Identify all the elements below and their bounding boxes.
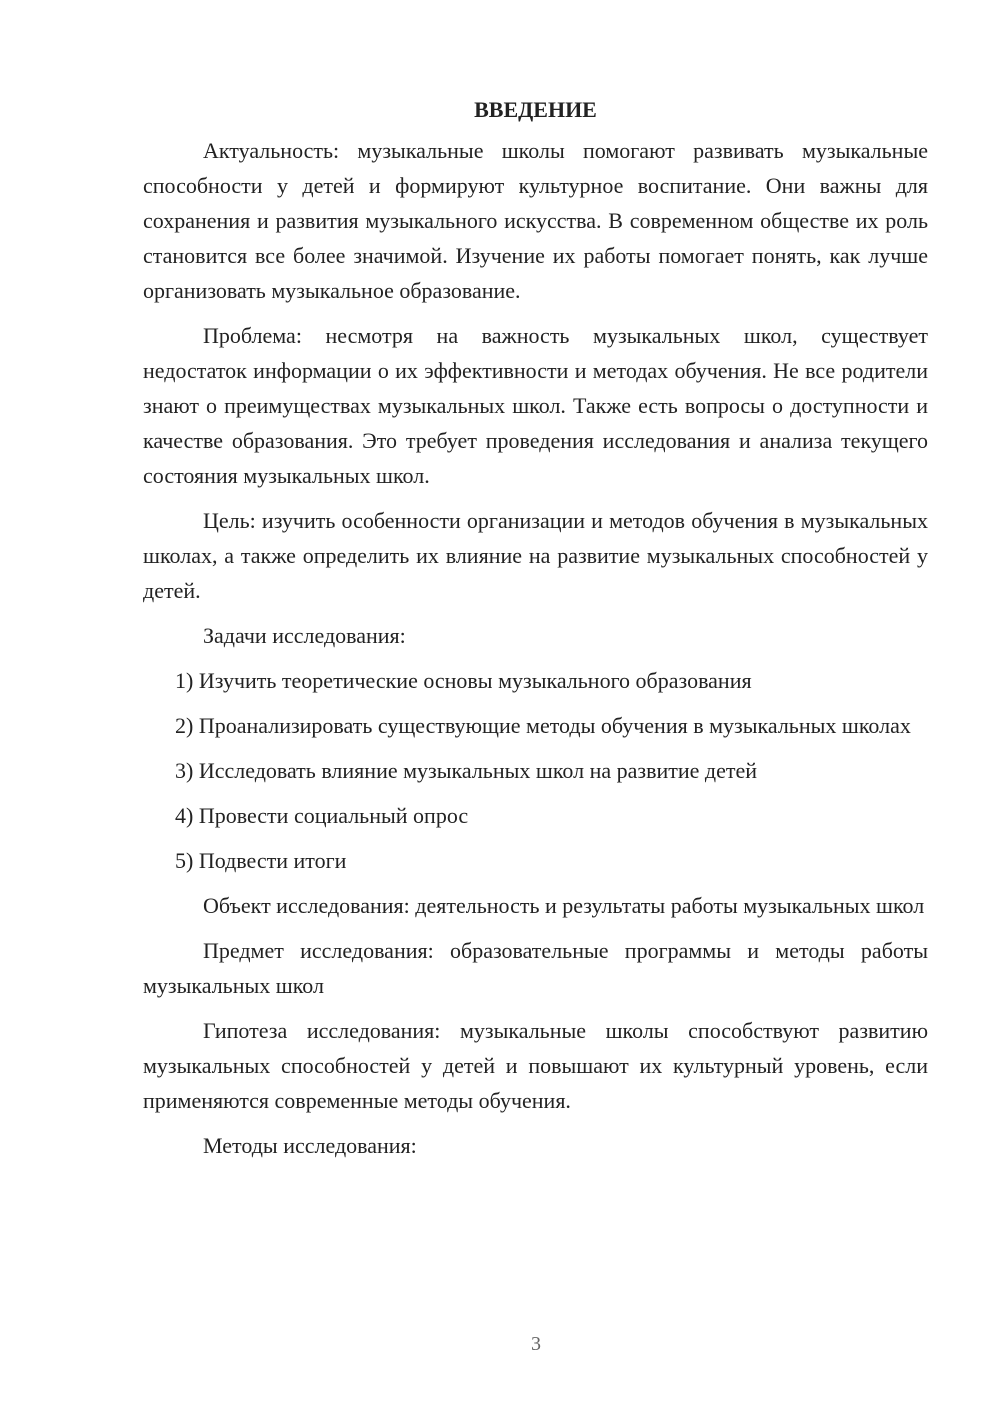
hypothesis-paragraph: Гипотеза исследования: музыкальные школы способствуют развитию музыкальных способностей у детей и повышают их культурный уровень, если применяются современные методы обучения. <box>143 1018 928 1113</box>
page-title: ВВЕДЕНИЕ <box>474 97 597 122</box>
task-item-5: 5) Подвести итоги <box>175 848 347 873</box>
page-number: 3 <box>531 1333 541 1355</box>
goal-paragraph: Цель: изучить особенности организации и методов обучения в музыкальных школах, а также определить их влияние на развитие музыкальных способностей у детей. <box>143 508 928 603</box>
problem-paragraph: Проблема: несмотря на важность музыкальных школ, существует недостаток информации о их эффективности и методах обучения. Не все родители знают о преимуществах музыкальных школ. Также есть вопросы о доступности и качестве образования. Это требует проведения исследования и анализа текущего состояния музыкальных школ. <box>143 323 928 488</box>
task-item-2: 2) Проанализировать существующие методы обучения в музыкальных школах <box>175 713 911 738</box>
methods-heading: Методы исследования: <box>203 1133 417 1158</box>
relevance-paragraph: Актуальность: музыкальные школы помогают развивать музыкальные способности у детей и формируют культурное воспитание. Они важны для сохранения и развития музыкального искусства. В современном обществе их роль становится все более значимой. Изучение их работы помогает понять, как лучше организовать музыкальное образование. <box>143 138 928 303</box>
document-page <box>143 92 928 1173</box>
task-item-1: 1) Изучить теоретические основы музыкального образования <box>175 668 752 693</box>
tasks-heading: Задачи исследования: <box>203 623 406 648</box>
object-paragraph: Объект исследования: деятельность и результаты работы музыкальных школ <box>203 893 925 918</box>
task-item-3: 3) Исследовать влияние музыкальных школ на развитие детей <box>175 758 758 783</box>
task-item-4: 4) Провести социальный опрос <box>175 803 469 828</box>
subject-paragraph: Предмет исследования: образовательные программы и методы работы музыкальных школ <box>143 938 928 998</box>
